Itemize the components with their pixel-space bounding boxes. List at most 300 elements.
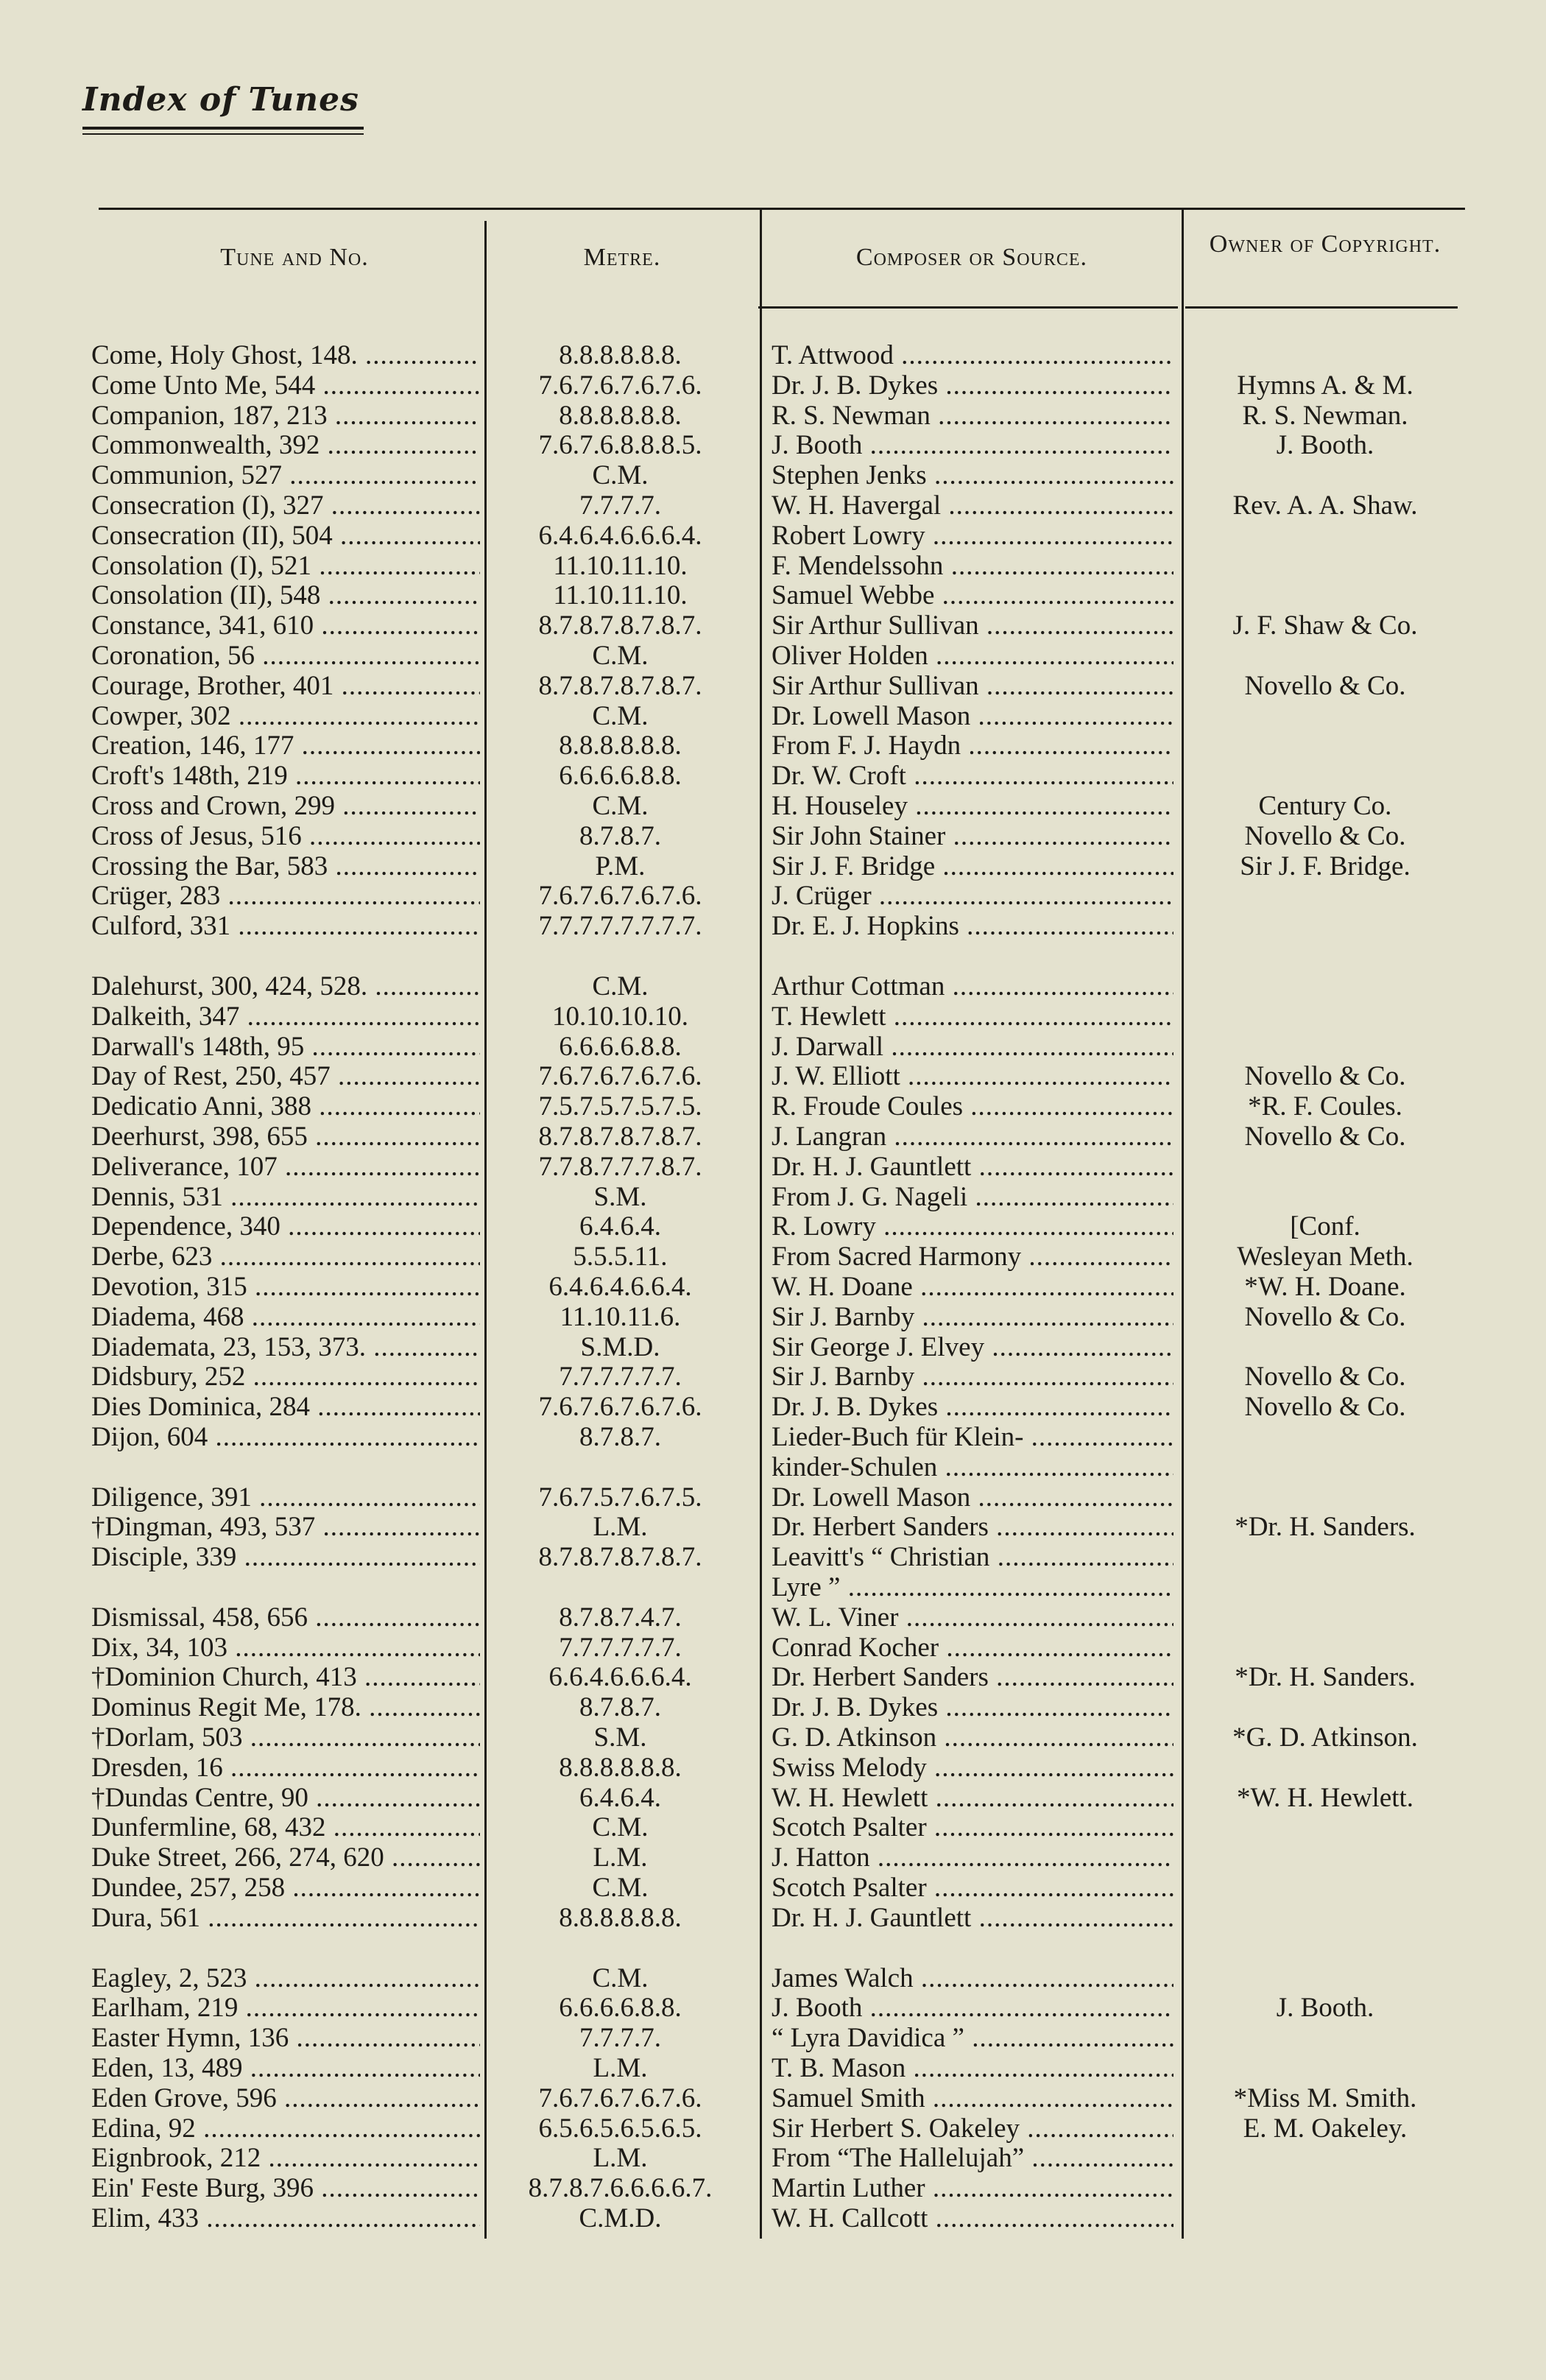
metre-cell: P.M. [595, 851, 646, 881]
composer-cell: Samuel Webbe ..... [772, 580, 1173, 610]
tune-cell: Consecration (I), 327 ..... [91, 490, 480, 521]
metre-cell: 6.6.6.6.8.8. [559, 761, 682, 792]
composer-cell: Martin Luther ..... [772, 2173, 1173, 2203]
composer-cell: Leavitt's “ Christian ..... [772, 1542, 1173, 1572]
table-row [0, 1091, 1546, 1122]
table-row [0, 2173, 1546, 2203]
composer-cell: Dr. Herbert Sanders ..... [772, 1512, 1173, 1542]
metre-cell: 7.7.7.7.7.7. [559, 1632, 682, 1663]
table-row [0, 1152, 1546, 1182]
tune-cell: Dismissal, 458, 656 ..... [91, 1602, 480, 1633]
header-rule-composer [758, 306, 1178, 309]
owner-cell: *W. H. Doane. [1244, 1272, 1406, 1302]
metre-cell: 8.8.8.8.8.8. [559, 1902, 682, 1933]
tune-cell: Communion, 527 ..... [91, 460, 480, 490]
tune-cell: †Dominion Church, 413 ..... [91, 1662, 480, 1692]
metre-cell: 6.4.6.4.6.6.4. [548, 1272, 692, 1302]
composer-cell: kinder-Schulen ..... [772, 1452, 1173, 1482]
table-row [0, 610, 1546, 641]
composer-cell: Dr. H. J. Gauntlett ..... [772, 1903, 1173, 1933]
composer-cell: W. H. Callcott ..... [772, 2203, 1173, 2233]
metre-cell: 8.7.8.7.8.7.8.7. [538, 670, 702, 701]
metre-cell: 6.4.6.4. [579, 1211, 661, 1242]
metre-cell: 6.6.6.6.8.8. [559, 1031, 682, 1062]
owner-cell: Novello & Co. [1244, 1122, 1406, 1152]
owner-cell: [Conf. [1290, 1211, 1360, 1242]
metre-cell [486, 1572, 755, 1602]
tune-cell: Edina, 92 ..... [91, 2113, 480, 2144]
composer-cell: Stephen Jenks ..... [772, 460, 1173, 490]
table-row [0, 551, 1546, 581]
metre-cell: 7.7.7.7. [579, 490, 661, 521]
composer-cell: Conrad Kocher ..... [772, 1633, 1173, 1663]
composer-cell: Sir J. Barnby ..... [772, 1362, 1173, 1392]
owner-cell [1193, 2203, 1458, 2233]
tune-cell: Easter Hymn, 136 ..... [91, 2023, 480, 2053]
owner-cell [1193, 1182, 1458, 1212]
table-row [0, 1272, 1546, 1302]
owner-cell [1193, 1873, 1458, 1903]
metre-cell: C.M.D. [579, 2203, 662, 2233]
tune-cell: †Dundas Centre, 90 ..... [91, 1783, 480, 1813]
owner-cell [1193, 1572, 1458, 1602]
owner-cell [1193, 730, 1458, 761]
metre-cell: 8.7.8.7.8.7.8.7. [538, 1542, 702, 1573]
tune-cell: Dennis, 531 ..... [91, 1182, 480, 1212]
metre-cell: 7.5.7.5.7.5.7.5. [538, 1091, 702, 1122]
table-row [0, 1512, 1546, 1542]
owner-cell: J. Booth. [1276, 1993, 1374, 2024]
tune-cell: Diademata, 23, 153, 373. ..... [91, 1332, 480, 1362]
tune-cell: Consecration (II), 504 ..... [91, 521, 480, 551]
composer-cell: J. Crüger ..... [772, 881, 1173, 911]
metre-cell: L.M. [593, 2053, 648, 2083]
composer-cell: Dr. J. B. Dykes ..... [772, 370, 1173, 401]
owner-cell: *G. D. Atkinson. [1232, 1722, 1418, 1753]
metre-cell: 6.4.6.4.6.6.6.4. [538, 520, 702, 551]
table-row [0, 490, 1546, 521]
metre-cell: S.M. [593, 1722, 647, 1753]
table-row [0, 1182, 1546, 1212]
table-row [0, 2083, 1546, 2113]
composer-cell: Lieder-Buch für Klein- ..... [772, 1422, 1173, 1452]
owner-cell: *R. F. Coules. [1248, 1091, 1402, 1122]
composer-cell: Sir George J. Elvey ..... [772, 1332, 1173, 1362]
composer-cell: T. Attwood ..... [772, 340, 1173, 370]
tune-cell: Eden, 13, 489 ..... [91, 2053, 480, 2083]
owner-cell [1193, 1422, 1458, 1452]
composer-cell: Samuel Smith ..... [772, 2083, 1173, 2113]
tune-cell: Consolation (I), 521 ..... [91, 551, 480, 581]
composer-cell: J. Booth ..... [772, 1993, 1173, 2023]
title-underline-thin [82, 133, 364, 135]
owner-cell [1193, 1692, 1458, 1722]
tune-cell: Dundee, 257, 258 ..... [91, 1873, 480, 1903]
tune-cell: Duke Street, 266, 274, 620 ..... [91, 1842, 480, 1873]
table-row [0, 2203, 1546, 2233]
owner-cell [1193, 1032, 1458, 1062]
owner-cell [1193, 1001, 1458, 1032]
owner-cell [1193, 641, 1458, 671]
metre-cell: 7.7.7.7.7.7.7.7. [538, 911, 702, 942]
table-row [0, 1452, 1546, 1482]
page-title: Index of Tunes [82, 81, 359, 119]
table-row [0, 1211, 1546, 1242]
composer-cell: J. W. Elliott ..... [772, 1061, 1173, 1091]
tune-cell: Cowper, 302 ..... [91, 701, 480, 731]
owner-cell [1193, 551, 1458, 581]
owner-cell [1193, 1452, 1458, 1482]
tune-cell: Didsbury, 252 ..... [91, 1362, 480, 1392]
tune-cell: Eagley, 2, 523 ..... [91, 1963, 480, 1993]
owner-cell: Novello & Co. [1244, 1362, 1406, 1393]
header-tune: Tune and No. [220, 244, 369, 271]
tune-cell: Dix, 34, 103 ..... [91, 1633, 480, 1663]
composer-cell: Dr. E. J. Hopkins ..... [772, 911, 1173, 941]
table-top-rule [99, 208, 1465, 210]
table-row [0, 1993, 1546, 2023]
composer-cell: Dr. W. Croft ..... [772, 761, 1173, 791]
tune-cell: Commonwealth, 392 ..... [91, 430, 480, 460]
owner-cell [1193, 1753, 1458, 1783]
metre-cell: 7.6.7.6.8.8.8.5. [538, 430, 702, 461]
owner-cell: *W. H. Hewlett. [1236, 1782, 1414, 1813]
composer-cell: From “The Hallelujah” ..... [772, 2143, 1173, 2173]
owner-cell [1193, 1602, 1458, 1633]
composer-cell: J. Darwall ..... [772, 1032, 1173, 1062]
metre-cell: 7.6.7.5.7.6.7.5. [538, 1482, 702, 1513]
metre-cell: 7.6.7.6.7.6.7.6. [538, 370, 702, 401]
header-composer: Composer or Source. [855, 244, 1088, 271]
metre-cell: C.M. [592, 971, 649, 1001]
metre-cell: 8.7.8.7.8.7.8.7. [538, 610, 702, 641]
metre-cell: 8.7.8.7.4.7. [559, 1602, 682, 1633]
table-row [0, 430, 1546, 460]
table-row [0, 1302, 1546, 1332]
composer-cell: W. H. Havergal ..... [772, 490, 1173, 521]
metre-cell: 11.10.11.10. [553, 550, 688, 581]
metre-cell: 7.6.7.6.7.6.7.6. [538, 2082, 702, 2113]
tune-cell: Derbe, 623 ..... [91, 1242, 480, 1272]
tune-cell: Diligence, 391 ..... [91, 1482, 480, 1513]
composer-cell: Sir J. Barnby ..... [772, 1302, 1173, 1332]
table-row [0, 821, 1546, 851]
composer-cell: R. S. Newman ..... [772, 401, 1173, 431]
table-row [0, 1392, 1546, 1422]
composer-cell: Swiss Melody ..... [772, 1753, 1173, 1783]
composer-cell: Sir Herbert S. Oakeley ..... [772, 2113, 1173, 2144]
metre-cell: C.M. [592, 791, 649, 821]
header-metre: Metre. [583, 244, 661, 271]
owner-cell [1193, 1542, 1458, 1572]
metre-cell: 6.4.6.4. [579, 1782, 661, 1813]
tune-cell: Dresden, 16 ..... [91, 1753, 480, 1783]
composer-cell: Scotch Psalter ..... [772, 1812, 1173, 1842]
table-row [0, 1903, 1546, 1933]
owner-cell [1193, 521, 1458, 551]
owner-cell: Wesleyan Meth. [1237, 1242, 1413, 1272]
composer-cell: Dr. J. B. Dykes ..... [772, 1392, 1173, 1422]
tune-cell [91, 1572, 480, 1602]
metre-cell: 8.8.8.8.8.8. [559, 400, 682, 431]
metre-cell: 5.5.5.11. [573, 1242, 668, 1272]
tune-cell: Cross of Jesus, 516 ..... [91, 821, 480, 851]
metre-cell: L.M. [593, 2143, 648, 2174]
metre-cell: 7.6.7.6.7.6.7.6. [538, 881, 702, 912]
metre-cell: C.M. [592, 1812, 649, 1843]
table-row [0, 1662, 1546, 1692]
composer-cell: Dr. Lowell Mason ..... [772, 701, 1173, 731]
tune-cell: Croft's 148th, 219 ..... [91, 761, 480, 791]
owner-cell: Hymns A. & M. [1237, 370, 1413, 401]
composer-cell: Sir J. F. Bridge ..... [772, 851, 1173, 881]
title-underline [82, 127, 364, 130]
composer-cell: From J. G. Nageli ..... [772, 1182, 1173, 1212]
metre-cell: 11.10.11.6. [560, 1301, 681, 1332]
composer-cell: From F. J. Haydn ..... [772, 730, 1173, 761]
tune-cell: Dalkeith, 347 ..... [91, 1001, 480, 1032]
owner-cell [1193, 2023, 1458, 2053]
table-row [0, 1122, 1546, 1152]
composer-cell: Oliver Holden ..... [772, 641, 1173, 671]
tune-cell: Culford, 331 ..... [91, 911, 480, 941]
metre-cell: 7.6.7.6.7.6.7.6. [538, 1061, 702, 1092]
composer-cell: H. Houseley ..... [772, 791, 1173, 821]
metre-cell: S.M.D. [580, 1331, 660, 1362]
composer-cell: W. H. Hewlett ..... [772, 1783, 1173, 1813]
owner-cell [1193, 340, 1458, 370]
metre-cell: C.M. [592, 1962, 649, 1993]
table-row [0, 671, 1546, 701]
table-row [0, 761, 1546, 791]
table-row [0, 2053, 1546, 2083]
table-row [0, 1332, 1546, 1362]
composer-cell: “ Lyra Davidica ” ..... [772, 2023, 1173, 2053]
owner-cell [1193, 1903, 1458, 1933]
metre-cell: L.M. [593, 1842, 648, 1873]
owner-cell [1193, 460, 1458, 490]
tune-cell: Deerhurst, 398, 655 ..... [91, 1122, 480, 1152]
owner-cell: *Miss M. Smith. [1233, 2082, 1417, 2113]
metre-cell: 8.8.8.8.8.8. [559, 730, 682, 761]
owner-cell: J. F. Shaw & Co. [1232, 610, 1418, 641]
tune-cell: Cross and Crown, 299 ..... [91, 791, 480, 821]
owner-cell: E. M. Oakeley. [1243, 2113, 1408, 2144]
owner-cell: Novello & Co. [1244, 670, 1406, 701]
tune-cell: Eignbrook, 212 ..... [91, 2143, 480, 2173]
composer-cell: Sir John Stainer ..... [772, 821, 1173, 851]
tune-cell: Dura, 561 ..... [91, 1903, 480, 1933]
table-row [0, 701, 1546, 731]
table-row [0, 1842, 1546, 1873]
table-row [0, 1722, 1546, 1753]
tune-cell: Disciple, 339 ..... [91, 1542, 480, 1572]
table-row [0, 1963, 1546, 1993]
composer-cell: Dr. Herbert Sanders ..... [772, 1662, 1173, 1692]
table-row [0, 730, 1546, 761]
owner-cell: R. S. Newman. [1242, 400, 1408, 431]
tune-cell: Companion, 187, 213 ..... [91, 401, 480, 431]
owner-cell: Novello & Co. [1244, 1392, 1406, 1423]
tune-cell: Come, Holy Ghost, 148. ..... [91, 340, 480, 370]
tune-cell: Dedicatio Anni, 388 ..... [91, 1091, 480, 1122]
owner-cell [1193, 701, 1458, 731]
table-row [0, 1482, 1546, 1513]
owner-cell [1193, 1482, 1458, 1513]
composer-cell: Lyre ” ..... [772, 1572, 1173, 1602]
table-row [0, 2113, 1546, 2144]
metre-cell: 8.8.8.8.8.8. [559, 1752, 682, 1783]
owner-cell: *Dr. H. Sanders. [1235, 1512, 1416, 1543]
table-row [0, 1542, 1546, 1572]
composer-cell: Sir Arthur Sullivan ..... [772, 610, 1173, 641]
metre-cell: 7.6.7.6.7.6.7.6. [538, 1392, 702, 1423]
tune-cell: Creation, 146, 177 ..... [91, 730, 480, 761]
table-row [0, 1633, 1546, 1663]
composer-cell: G. D. Atkinson ..... [772, 1722, 1173, 1753]
composer-cell: R. Froude Coules ..... [772, 1091, 1173, 1122]
tune-cell: Constance, 341, 610 ..... [91, 610, 480, 641]
metre-cell: 8.7.8.7. [579, 1422, 661, 1452]
tune-cell: Dunfermline, 68, 432 ..... [91, 1812, 480, 1842]
table-row [0, 1783, 1546, 1813]
table-row [0, 1061, 1546, 1091]
metre-cell: 6.5.6.5.6.5.6.5. [538, 2113, 702, 2144]
tune-cell: Consolation (II), 548 ..... [91, 580, 480, 610]
table-row [0, 1873, 1546, 1903]
tune-cell: Elim, 433 ..... [91, 2203, 480, 2233]
table-row [0, 521, 1546, 551]
table-row [0, 340, 1546, 370]
tune-cell: Darwall's 148th, 95 ..... [91, 1032, 480, 1062]
table-row [0, 370, 1546, 401]
table-row [0, 881, 1546, 911]
tune-cell: Dominus Regit Me, 178. ..... [91, 1692, 480, 1722]
metre-cell: 6.6.6.6.8.8. [559, 1993, 682, 2024]
owner-cell: Novello & Co. [1244, 1301, 1406, 1332]
tune-cell: Dies Dominica, 284 ..... [91, 1392, 480, 1422]
table-row [0, 851, 1546, 881]
tune-cell: Ein' Feste Burg, 396 ..... [91, 2173, 480, 2203]
owner-cell [1193, 580, 1458, 610]
composer-cell: Dr. Lowell Mason ..... [772, 1482, 1173, 1513]
composer-cell: W. L. Viner ..... [772, 1602, 1173, 1633]
composer-cell: Robert Lowry ..... [772, 521, 1173, 551]
metre-cell [486, 1452, 755, 1482]
table-row [0, 1753, 1546, 1783]
table-row [0, 1602, 1546, 1633]
owner-cell [1193, 1633, 1458, 1663]
table-row [0, 1692, 1546, 1722]
composer-cell: J. Hatton ..... [772, 1842, 1173, 1873]
owner-cell [1193, 2143, 1458, 2173]
tune-cell: Dijon, 604 ..... [91, 1422, 480, 1452]
composer-cell: T. Hewlett ..... [772, 1001, 1173, 1032]
table-row [0, 1812, 1546, 1842]
owner-cell [1193, 1963, 1458, 1993]
metre-cell: 8.8.8.8.8.8. [559, 340, 682, 370]
metre-cell: C.M. [592, 700, 649, 731]
metre-cell: L.M. [593, 1512, 648, 1543]
owner-cell: Novello & Co. [1244, 820, 1406, 851]
composer-cell: R. Lowry ..... [772, 1211, 1173, 1242]
owner-cell [1193, 2173, 1458, 2203]
tune-cell: †Dingman, 493, 537 ..... [91, 1512, 480, 1542]
owner-cell [1193, 911, 1458, 941]
owner-cell [1193, 2053, 1458, 2083]
tune-cell: Dependence, 340 ..... [91, 1211, 480, 1242]
composer-cell: T. B. Mason ..... [772, 2053, 1173, 2083]
metre-cell: 8.7.8.7.6.6.6.6.7. [528, 2173, 713, 2204]
table-row [0, 401, 1546, 431]
owner-cell [1193, 881, 1458, 911]
tune-cell: Come Unto Me, 544 ..... [91, 370, 480, 401]
owner-cell [1193, 761, 1458, 791]
metre-cell: 7.7.7.7. [579, 2023, 661, 2054]
metre-cell: S.M. [593, 1181, 647, 1212]
metre-cell: 7.7.7.7.7.7. [559, 1362, 682, 1393]
table-row [0, 911, 1546, 941]
table-row [0, 791, 1546, 821]
metre-cell: C.M. [592, 460, 649, 491]
header-owner: Owner of Copyright. [1209, 230, 1441, 258]
composer-cell: J. Langran ..... [772, 1122, 1173, 1152]
metre-cell: 7.7.8.7.7.7.8.7. [538, 1151, 702, 1182]
composer-cell: From Sacred Harmony ..... [772, 1242, 1173, 1272]
tune-cell: Deliverance, 107 ..... [91, 1152, 480, 1182]
owner-cell [1193, 971, 1458, 1001]
tune-cell: Earlham, 219 ..... [91, 1993, 480, 2023]
composer-cell: J. Booth ..... [772, 430, 1173, 460]
header-rule-owner [1185, 306, 1458, 309]
tune-cell: Dalehurst, 300, 424, 528. ..... [91, 971, 480, 1001]
table-row [0, 1572, 1546, 1602]
table-row [0, 460, 1546, 490]
table-row [0, 1422, 1546, 1452]
metre-cell: 10.10.10.10. [552, 1001, 688, 1032]
composer-cell: Arthur Cottman ..... [772, 971, 1173, 1001]
metre-cell: C.M. [592, 1873, 649, 1903]
table-row [0, 1001, 1546, 1032]
owner-cell: Century Co. [1258, 791, 1392, 821]
owner-cell [1193, 1152, 1458, 1182]
composer-cell: Sir Arthur Sullivan ..... [772, 671, 1173, 701]
metre-cell: 8.7.8.7. [579, 1692, 661, 1723]
owner-cell: Novello & Co. [1244, 1061, 1406, 1092]
metre-cell: 8.7.8.7. [579, 820, 661, 851]
table-row [0, 2143, 1546, 2173]
metre-cell: 11.10.11.10. [553, 580, 688, 611]
table-row [0, 1242, 1546, 1272]
tune-cell: Devotion, 315 ..... [91, 1272, 480, 1302]
table-row [0, 2023, 1546, 2053]
metre-cell: 8.7.8.7.8.7.8.7. [538, 1122, 702, 1152]
tune-cell: Crüger, 283 ..... [91, 881, 480, 911]
owner-cell [1193, 1812, 1458, 1842]
table-row [0, 971, 1546, 1001]
metre-cell: 6.6.4.6.6.6.4. [548, 1662, 692, 1693]
composer-cell: James Walch ..... [772, 1963, 1173, 1993]
tune-cell: Coronation, 56 ..... [91, 641, 480, 671]
table-row [0, 1362, 1546, 1392]
owner-cell: J. Booth. [1276, 430, 1374, 461]
tune-cell: Courage, Brother, 401 ..... [91, 671, 480, 701]
owner-cell: Sir J. F. Bridge. [1240, 851, 1411, 881]
tune-cell: Diadema, 468 ..... [91, 1302, 480, 1332]
composer-cell: F. Mendelssohn ..... [772, 551, 1173, 581]
tune-cell: Eden Grove, 596 ..... [91, 2083, 480, 2113]
owner-cell [1193, 1842, 1458, 1873]
